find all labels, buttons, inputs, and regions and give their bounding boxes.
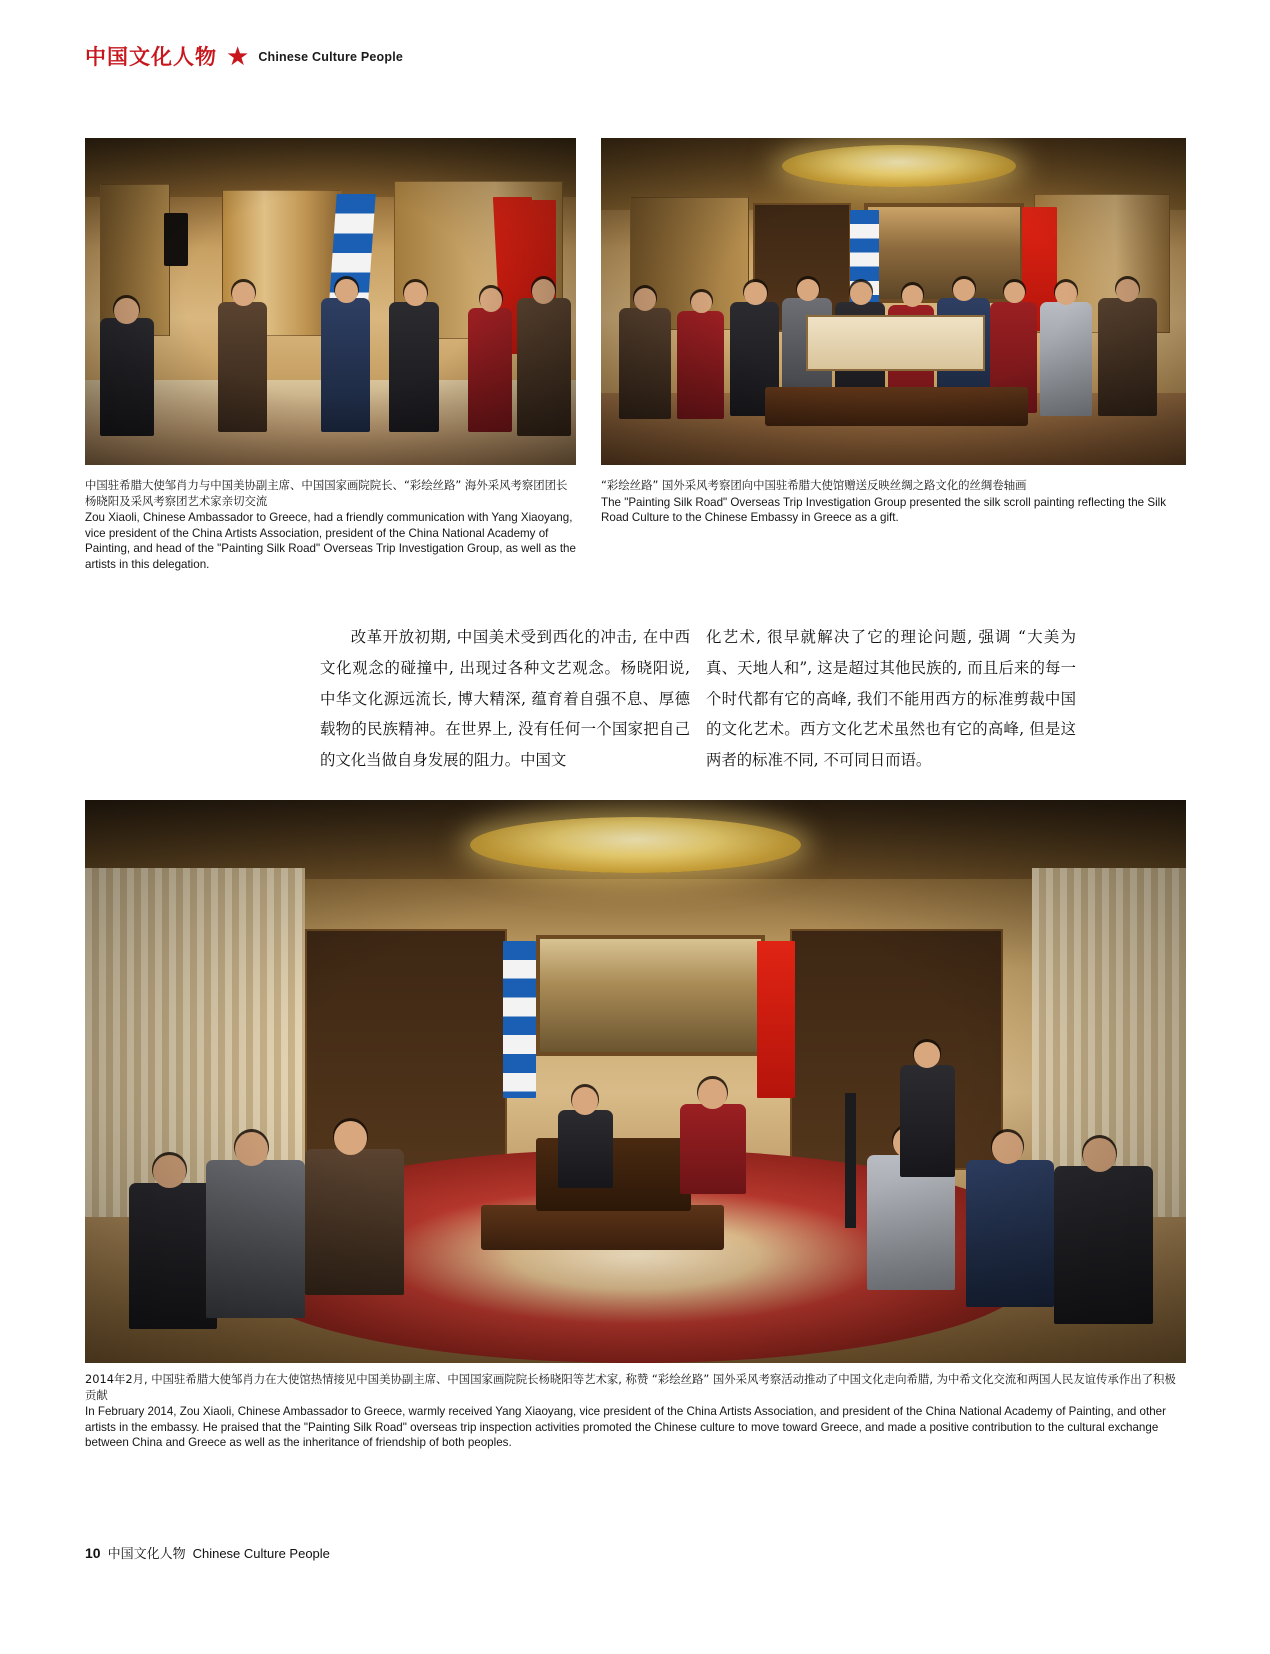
photo-ambassador-meeting bbox=[85, 138, 576, 465]
photo-vignette bbox=[85, 800, 1186, 1363]
caption-english: In February 2014, Zou Xiaoli, Chinese Ambassador to Greece, warmly received Yang Xiaoyang, vice president of the China Artists Association, and president of the China National Academy of Painting, and other artists in the embassy. He praised that the "Painting Silk Road" overseas trip inspection activities promoted the Chinese culture to move toward Greece, and made a positive contribution to the cultural exchange between China and Greece as well as the inheritance of friendship of both peoples. bbox=[85, 1405, 1166, 1450]
caption-photo-ambassador-meeting bbox=[85, 478, 577, 572]
photo-scene bbox=[85, 800, 1186, 1363]
caption-chinese: 2014年2月, 中国驻希腊大使邹肖力在大使馆热情接见中国美协副主席、中国国家画院院长杨晓阳等艺术家, 称赞 “彩绘丝路” 国外采风考察活动推动了中国文化走向希腊, 为中希文化交流和两国人民友谊传承作出了积极贡献 bbox=[85, 1372, 1176, 1402]
article-column-right: 化艺术, 很早就解决了它的理论问题, 强调 “大美为真、天地人和”, 这是超过其他民族的, 而且后来的每一个时代都有它的高峰, 我们不能用西方的标准剪裁中国的文化艺术。西方文化艺术虽然也有它的高峰, 但是这两者的标准不同, 不可同日而语。 bbox=[706, 628, 1076, 770]
masthead-cn-title: 中国文化人物 bbox=[85, 44, 217, 69]
footer-en-title: Chinese Culture People bbox=[192, 1546, 330, 1561]
caption-photo-scroll-presentation bbox=[601, 478, 1187, 526]
photo-embassy-reception bbox=[85, 800, 1186, 1363]
page-number: 10 bbox=[85, 1545, 101, 1561]
star-icon: ★ bbox=[226, 41, 250, 71]
footer-cn-title: 中国文化人物 bbox=[107, 1547, 186, 1562]
photo-scene bbox=[85, 138, 576, 465]
photo-scroll-presentation bbox=[601, 138, 1186, 465]
caption-english: The "Painting Silk Road" Overseas Trip Investigation Group presented the silk scroll painting reflecting the Silk Road Culture to the Chinese Embassy in Greece as a gift. bbox=[601, 495, 1167, 525]
masthead bbox=[85, 41, 404, 71]
photo-vignette bbox=[85, 138, 576, 465]
photo-vignette bbox=[601, 138, 1186, 465]
photo-scene bbox=[601, 138, 1186, 465]
caption-photo-embassy-reception bbox=[85, 1372, 1187, 1451]
page-footer bbox=[85, 1543, 330, 1562]
caption-english: Zou Xiaoli, Chinese Ambassador to Greece, had a friendly communication with Yang Xiaoyang, vice president of the China Artists Association, president of the China National Academy of Painting, and head of the "Painting Silk Road" Overseas Trip Investigation Group, as well as the artists in this delegation. bbox=[85, 511, 576, 571]
caption-chinese: 中国驻希腊大使邹肖力与中国美协副主席、中国国家画院院长、“彩绘丝路” 海外采风考察团团长杨晓阳及采风考察团艺术家亲切交流 bbox=[85, 478, 568, 508]
caption-chinese: “彩绘丝路” 国外采风考察团向中国驻希腊大使馆赠送反映丝绸之路文化的丝绸卷轴画 bbox=[601, 478, 1027, 492]
masthead-en-title: Chinese Culture People bbox=[258, 50, 404, 64]
article-column-left: 改革开放初期, 中国美术受到西化的冲击, 在中西文化观念的碰撞中, 出现过各种文艺观念。杨晓阳说, 中华文化源远流长, 博大精深, 蕴育着自强不息、厚德载物的民族精神。在世界上, 没有任何一个国家把自己的文化当做自身发展的阻力。中国文 bbox=[320, 628, 690, 770]
